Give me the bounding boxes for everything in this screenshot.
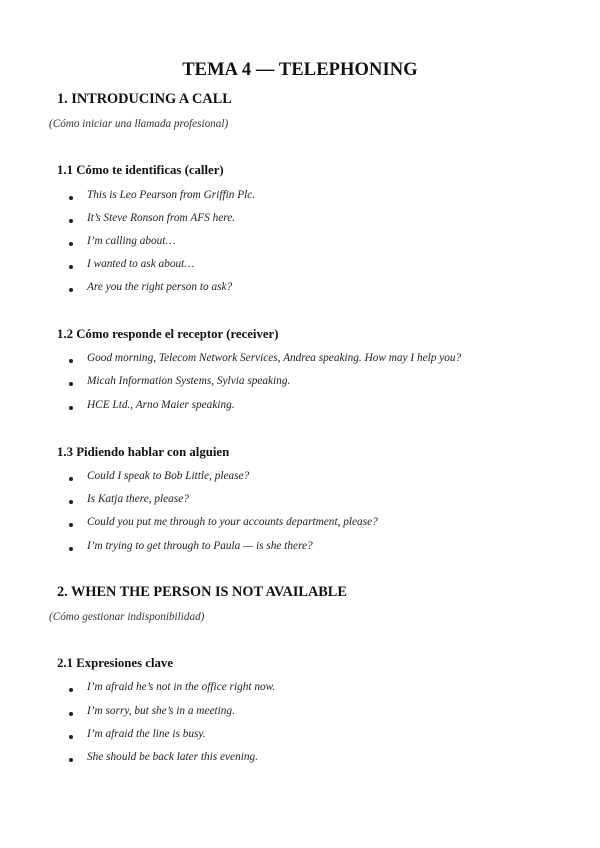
bullet-icon bbox=[69, 523, 73, 527]
bullet-icon bbox=[69, 477, 73, 481]
list-item-text: It’s Steve Ronson from AFS here. bbox=[87, 212, 236, 224]
bullet-icon bbox=[69, 688, 73, 692]
bullet-icon bbox=[69, 219, 73, 223]
list-item-text: She should be back later this evening. bbox=[87, 751, 258, 763]
bullet-icon bbox=[69, 735, 73, 739]
list-item-text: Are you the right person to ask? bbox=[87, 281, 233, 293]
section-1-heading: 1. INTRODUCING A CALL bbox=[57, 91, 232, 107]
bullet-icon bbox=[69, 547, 73, 551]
bullet-icon bbox=[69, 382, 73, 386]
bullet-icon bbox=[69, 288, 73, 292]
list-item-text: Could I speak to Bob Little, please? bbox=[87, 470, 250, 482]
list-item-text: I’m afraid the line is busy. bbox=[87, 728, 206, 740]
list-item-text: This is Leo Pearson from Griffin Plc. bbox=[87, 189, 256, 201]
bullet-icon bbox=[69, 712, 73, 716]
section-2-heading: 2. WHEN THE PERSON IS NOT AVAILABLE bbox=[57, 584, 347, 600]
list-item-text: I’m afraid he’s not in the office right now. bbox=[87, 681, 276, 693]
list-item-text: HCE Ltd., Arno Maier speaking. bbox=[87, 399, 235, 411]
list-item-text: Micah Information Systems, Sylvia speaking. bbox=[87, 375, 291, 387]
bullet-icon bbox=[69, 359, 73, 363]
list-item-text: I’m calling about… bbox=[87, 235, 176, 247]
document-title: TEMA 4 — TELEPHONING bbox=[182, 60, 418, 80]
bullet-icon bbox=[69, 242, 73, 246]
list-item-text: Good morning, Telecom Network Services, Andrea speaking. How may I help you? bbox=[87, 352, 462, 364]
bullet-icon bbox=[69, 196, 73, 200]
subsection-1-1-heading: 1.1 Cómo te identificas (caller) bbox=[57, 163, 224, 177]
list-item-text: Is Katja there, please? bbox=[87, 493, 189, 505]
bullet-icon bbox=[69, 500, 73, 504]
section-1-note: (Cómo iniciar una llamada profesional) bbox=[49, 118, 229, 130]
bullet-icon bbox=[69, 265, 73, 269]
bullet-icon bbox=[69, 406, 73, 410]
list-item-text: I wanted to ask about… bbox=[87, 258, 195, 270]
subsection-1-3-heading: 1.3 Pidiendo hablar con alguien bbox=[57, 445, 230, 459]
subsection-2-1-heading: 2.1 Expresiones clave bbox=[57, 656, 173, 670]
subsection-1-2-heading: 1.2 Cómo responde el receptor (receiver) bbox=[57, 327, 279, 341]
list-item-text: Could you put me through to your accounts department, please? bbox=[87, 516, 378, 528]
list-item-text: I’m sorry, but she’s in a meeting. bbox=[87, 705, 235, 717]
list-item-text: I’m trying to get through to Paula — is she there? bbox=[87, 540, 313, 552]
section-2-note: (Cómo gestionar indisponibilidad) bbox=[49, 611, 205, 623]
bullet-icon bbox=[69, 758, 73, 762]
